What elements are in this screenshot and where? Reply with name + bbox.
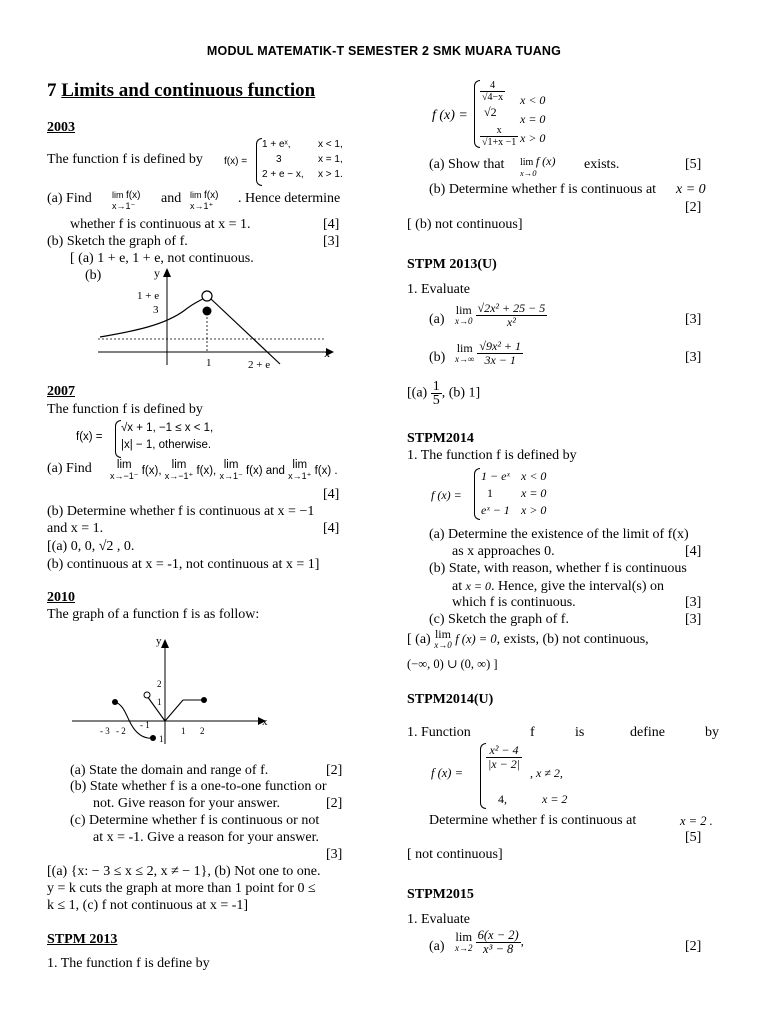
ans-pre: [(a): [407, 385, 428, 401]
ans-frac: $\frac{1}{5}$: [432, 379, 440, 408]
stpm2014-b-line3: which f is continuous.: [452, 595, 576, 610]
stpm2014-a-line2: as x approaches 0.: [452, 544, 555, 559]
q2010-a: (a) State the domain and range of f.: [70, 763, 269, 778]
q2007-lim2: lim x→−1⁺: [164, 459, 194, 481]
graph-2010-tick-m1x: - 1: [140, 720, 150, 730]
q2010-b: (b) State whether f is a one-to-one function or: [70, 779, 327, 794]
stpm2014u-determine: Determine whether f is continuous at: [429, 813, 637, 828]
stpm2015-a: (a): [429, 939, 445, 954]
q2007-answer2: (b) continuous at x = -1, not continuous at x = 1]: [47, 557, 320, 572]
graph-2003: [90, 265, 340, 375]
q2010-answer3: k ≤ 1, (c) f not continuous at x = -1]: [47, 898, 249, 913]
q2003-b: (b) Sketch the graph of f.: [47, 234, 188, 249]
b2-x: x = 0: [465, 579, 492, 593]
stpm2013-q1-intro: 1. The function f is define by: [47, 956, 210, 971]
graph-2010-x-label: x: [262, 716, 268, 728]
graph-2010-tick-2: 2: [157, 679, 162, 689]
graph-2010-y-label: y: [156, 635, 162, 647]
stpm2014u-cond2: x = 2: [542, 792, 568, 806]
ans-post: , exists, (b) not continuous,: [496, 632, 649, 648]
stpm2014-cond2: x = 0: [521, 486, 547, 500]
q2003-cond2: x = 1,: [318, 154, 343, 165]
stpm2013u-a-lim: lim x→0: [455, 302, 473, 326]
stpm2014-c: (c) Sketch the graph of f.: [429, 612, 569, 627]
q2003-piece3: 2 + e − x,: [262, 169, 304, 180]
stpm2014-cond3: x > 0: [521, 503, 547, 517]
section-stpm2013-heading: STPM 2013: [47, 932, 118, 947]
q2007-fx: f(x) =: [76, 431, 103, 443]
q2007-piece2: |x| − 1, otherwise.: [121, 439, 212, 451]
q2003-intro: The function f is defined by: [47, 152, 203, 167]
stpm2013u-b-frac: $\frac{\text{√9x² + 1}}{3x - 1}$: [479, 339, 522, 367]
stpm2013u-b: (b): [429, 350, 446, 365]
ans-pre: [ (a): [407, 632, 431, 648]
stpm2014-b: (b) State, with reason, whether f is continuous: [429, 561, 687, 576]
stpm2013-conds: [520, 91, 545, 148]
stpm2014u-piece2: 4,: [498, 792, 507, 806]
stpm2013u-a-expr: [455, 302, 547, 329]
q2003-b-marks: [3]: [323, 234, 340, 249]
stpm2014-a-marks: [4]: [685, 544, 702, 559]
q2010-answer1: [(a) {x: − 3 ≤ x ≤ 2, x ≠ − 1}, (b) Not one to one.: [47, 864, 321, 879]
q2003-and: and: [161, 191, 182, 206]
q2003-fx: f(x) =: [224, 156, 248, 167]
q2003-a-line2: whether f is continuous at x = 1.: [70, 217, 251, 232]
lim-word: lim: [112, 190, 124, 200]
q2003-lim1: [112, 190, 140, 211]
ans-eq: f (x) = 0: [455, 632, 497, 647]
q2010-b-line2: not. Give reason for your answer.: [93, 796, 281, 811]
stpm2014-piece2: 1: [487, 486, 493, 500]
stpm2013-piece2: √2: [484, 105, 497, 119]
stpm2014-b-marks: [3]: [685, 595, 702, 610]
stpm2013u-b-expr: [455, 340, 523, 367]
q2007-lim1: lim x→−1⁻: [110, 459, 139, 481]
graph-2010-tick-x1: 1: [181, 726, 186, 736]
graph-2003-x-tick1: 1: [206, 357, 212, 369]
stpm2013u-q1-intro: 1. Evaluate: [407, 282, 470, 297]
stpm2013u-a: (a): [429, 312, 445, 327]
q2003-pieces: [262, 137, 304, 182]
stpm2013-b-x: x = 0: [676, 182, 706, 197]
stpm2015-marks: [2]: [685, 939, 702, 954]
stpm2015-frac: $\frac{6(x - 2)}{\text{x³ − 8}}$: [477, 928, 519, 956]
lim-word: lim: [520, 157, 534, 168]
stpm2014-b-line2: [452, 578, 664, 595]
lim-sub: x→0: [520, 168, 537, 178]
stpm2014-q1-intro: 1. The function f is defined by: [407, 448, 577, 463]
stpm2014-cond1: x < 0: [521, 469, 547, 483]
q2010-a-marks: [2]: [326, 763, 343, 778]
stpm2015-a-expr: [455, 929, 524, 956]
stpm2014-c-marks: [3]: [685, 612, 702, 627]
q2007-pieces: [121, 420, 213, 454]
stpm2013-piece1: $\frac{4}{√4-x}$: [482, 80, 504, 103]
stpm2014u-q1c: is: [575, 725, 585, 740]
stpm2013-piece3: $\frac{x}{√1+x -1}$: [482, 125, 517, 148]
graph-2010-tick-m2: - 2: [116, 726, 126, 736]
q2007-b-marks: [4]: [323, 521, 340, 536]
stpm2014u-det-x: x = 2 .: [680, 814, 713, 828]
q2007-f4: f(x) .: [314, 465, 338, 478]
stpm2013-a: (a) Show that: [429, 157, 505, 172]
q2007-f2: f(x),: [196, 465, 217, 478]
q2010-c-line2: at x = -1. Give a reason for your answer.: [93, 830, 319, 845]
stpm2014-a: (a) Determine the existence of the limit of f(x): [429, 527, 689, 542]
section-2010-heading: 2010: [47, 590, 75, 605]
q2007-a: (a) Find: [47, 461, 92, 476]
q2007-intro: The function f is defined by: [47, 402, 203, 417]
stpm2013-answer: [ (b) not continuous]: [407, 217, 523, 232]
q2003-cond3: x > 1.: [318, 169, 343, 180]
stpm2014-fx: f (x) =: [431, 488, 462, 502]
stpm2013-pieces: [480, 80, 518, 148]
q2010-b-marks: [2]: [326, 796, 343, 811]
stpm2014-answer2: (−∞, 0) ∪ (0, ∞) ]: [407, 657, 498, 671]
chapter-number: 7: [47, 80, 57, 101]
q2007-f1: f(x),: [141, 465, 162, 478]
chapter-title: [47, 80, 315, 102]
q2007-a-marks: [4]: [323, 487, 340, 502]
stpm2014u-q1b: f: [530, 725, 535, 740]
q2003-answer-a: [ (a) 1 + e, 1 + e, not continuous.: [70, 251, 254, 266]
stpm2013u-a-marks: [3]: [685, 312, 702, 327]
q2007-lim4: lim x→1⁺: [288, 459, 312, 481]
chapter-name: Limits and continuous function: [61, 80, 316, 101]
q2003-a-marks: [4]: [323, 217, 340, 232]
stpm2014-piece1: 1 − eˣ: [481, 469, 510, 483]
q2007-b: (b) Determine whether f is continuous at x = −1: [47, 504, 315, 519]
lim-fx: f(x): [204, 190, 219, 201]
stpm2015-q1-intro: 1. Evaluate: [407, 912, 470, 927]
stpm2014u-piece1: [486, 744, 522, 771]
lim-fx: f (x): [535, 154, 556, 168]
q2010-answer2: y = k cuts the graph at more than 1 point for 0 ≤: [47, 881, 316, 896]
section-2003-heading: 2003: [47, 120, 75, 135]
stpm2014-brace: [474, 468, 480, 520]
tail-comma: ,: [520, 934, 524, 949]
graph-2010-tick-x2: 2: [200, 726, 205, 736]
stpm2013u-b-marks: [3]: [685, 350, 702, 365]
stpm2013-fx: f (x) =: [432, 108, 468, 123]
stpm2014u-fx: f (x) =: [431, 766, 464, 780]
stpm2014u-q1a: 1. Function: [407, 725, 471, 740]
q2007-f3: f(x) and: [245, 465, 285, 478]
section-stpm2014u-heading: STPM2014(U): [407, 692, 494, 707]
q2003-a-find: (a) Find: [47, 191, 92, 206]
graph-2010: [70, 632, 280, 752]
stpm2014u-q1d: define: [630, 725, 665, 740]
section-stpm2014-heading: STPM2014: [407, 431, 474, 446]
q2003-conds: [318, 137, 343, 182]
lim-fx: f(x): [126, 190, 141, 201]
graph-2010-tick-1: 1: [157, 697, 162, 707]
q2003-lim2: [190, 190, 218, 211]
q2007-b-line2: and x = 1.: [47, 521, 104, 536]
stpm2013-cond3: x > 0: [520, 131, 546, 145]
graph-2003-y-tick1: 1 + e: [137, 290, 160, 302]
graph-2003-x-tick2: 2 + e: [248, 359, 271, 371]
graph-2003-x-label: x: [324, 346, 330, 360]
stpm2014-answer1: [407, 629, 649, 651]
graph-2010-tick-m3: - 3: [100, 726, 110, 736]
section-stpm2013u-heading: STPM 2013(U): [407, 257, 497, 272]
stpm2013u-b-lim: lim x→∞: [455, 340, 475, 364]
q2003-piece1: 1 + eˣ,: [262, 139, 291, 150]
b2-rest: . Hence, give the interval(s) on: [491, 579, 665, 594]
q2003-piece2: 3: [276, 154, 282, 165]
stpm2014u-cond1: , x ≠ 2,: [530, 766, 563, 780]
q2010-c-marks: [3]: [326, 847, 343, 862]
q2007-limits: [110, 460, 338, 482]
q2010-c: (c) Determine whether f is continuous or not: [70, 813, 320, 828]
q2007-piece1: √x + 1, −1 ≤ x < 1,: [121, 422, 214, 434]
stpm2014u-q1e: by: [705, 725, 719, 740]
stpm2014-piece3: eˣ − 1: [481, 503, 510, 517]
stpm2013-b-marks: [2]: [685, 200, 702, 215]
stpm2014u-marks: [5]: [685, 830, 702, 845]
lim1-sub: x→1⁻: [112, 201, 136, 211]
q2003-cond1: x < 1,: [318, 139, 343, 150]
ans-lim: lim x→0: [434, 627, 452, 650]
piece1-frac: $\frac{\text{x² − 4}}{|x - 2|}$: [488, 743, 521, 771]
q2003-hence: . Hence determine: [238, 191, 341, 206]
stpm2013-b: (b) Determine whether f is continuous at: [429, 182, 657, 197]
stpm2013-lim: [520, 156, 556, 178]
stpm2014-conds: [521, 468, 546, 519]
stpm2013-cond2: x = 0: [520, 112, 546, 126]
ans-post: , (b) 1]: [441, 385, 481, 401]
stpm2013u-answer: [407, 380, 480, 407]
graph-2003-y-tick2: 3: [153, 304, 159, 316]
stpm2013-a-marks: [5]: [685, 157, 702, 172]
stpm2014-pieces: [481, 468, 510, 519]
stpm2013-a-end: exists.: [584, 157, 620, 172]
page-header: MODUL MATEMATIK-T SEMESTER 2 SMK MUARA TUANG: [206, 44, 562, 58]
graph-2003-y-label: y: [154, 266, 160, 280]
q2007-lim3: lim x→1⁻: [219, 459, 243, 481]
graph-2010-tick-m1y: 1: [159, 734, 164, 744]
q2007-answer1: [(a) 0, 0, √2 , 0.: [47, 539, 135, 554]
lim-word: lim: [190, 190, 202, 200]
stpm2015-lim: lim x→2: [455, 929, 473, 953]
q2010-intro: The graph of a function f is as follow:: [47, 607, 260, 622]
section-2007-heading: 2007: [47, 384, 75, 399]
q2003-answer-b: (b): [85, 268, 102, 283]
section-stpm2015-heading: STPM2015: [407, 887, 474, 902]
stpm2013-cond1: x < 0: [520, 93, 546, 107]
stpm2014u-answer: [ not continuous]: [407, 847, 503, 862]
stpm2013u-a-frac: $\frac{\text{√2x² + 25 − 5}}{\text{x²}}$: [477, 301, 546, 329]
b2-at: at: [452, 579, 463, 594]
lim2-sub: x→1⁺: [190, 201, 214, 211]
